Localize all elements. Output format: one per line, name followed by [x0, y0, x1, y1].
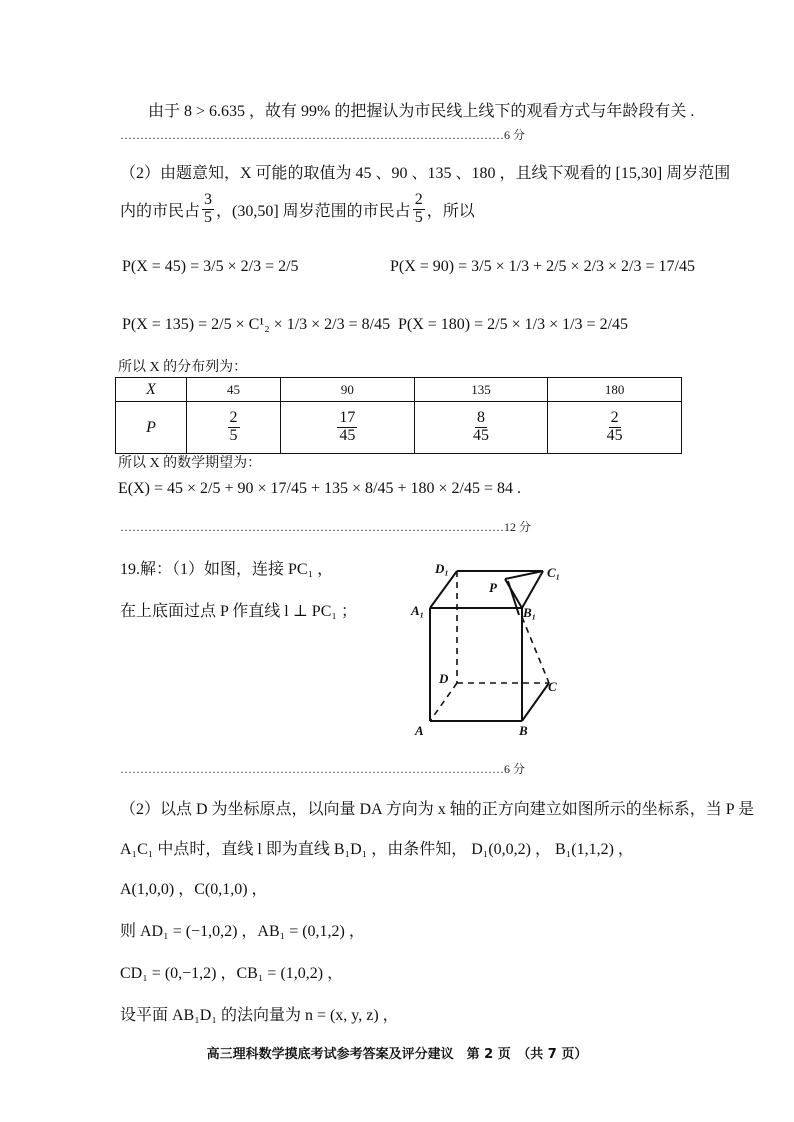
label-p: P: [489, 580, 497, 595]
label-c1: C₁: [547, 565, 561, 580]
table-header-p: P: [116, 402, 187, 454]
table-cell: $\frac{2}{45}$: [548, 402, 682, 454]
edge-a1d1: [430, 571, 457, 608]
q19-vectors2: CD₁ = (0,−1,2) ，CB₁ = (1,0,2) ，: [120, 965, 344, 982]
part2-intro: （2）由题意知，X 可能的取值为 45 、90 、135 、180 ，且线下观看的 [15,30] 周岁范围: [120, 165, 731, 182]
score-line-6: ……………………………………………………………………………………6 分: [120, 128, 526, 142]
prob-90: P(X = 90) = 3/5 × 1/3 + 2/5 × 2/3 × 2/3 = 17/45: [390, 258, 695, 275]
edge-c-dashed: [522, 617, 549, 683]
label-d1: D₁: [435, 561, 449, 576]
label-c: C: [548, 679, 557, 694]
table-cell: 45: [187, 378, 281, 402]
q19-normal: 设平面 AB₁D₁ 的法向量为 n = (x, y, z) ，: [120, 1007, 399, 1024]
prob-180: P(X = 180) = 2/5 × 1/3 × 1/3 = 2/45: [398, 316, 629, 333]
table-cell: 180: [548, 378, 682, 402]
table-cell: $\frac{17}{45}$: [281, 402, 415, 454]
segment-pc1: [505, 571, 543, 579]
fraction-two-fifths: $\frac{2}{5}$: [414, 191, 423, 226]
q19-points: A(1,0,0) ，C(0,1,0) ，: [120, 881, 268, 898]
edge-bc: [522, 683, 549, 721]
table-cell: $\frac{2}{5}$: [187, 402, 281, 454]
edge-da-hidden: [430, 683, 457, 721]
distribution-table: [115, 377, 682, 454]
label-b1: B₁: [523, 605, 537, 620]
q19-vectors1: 则 AD₁ = (−1,0,2) ，AB₁ = (0,1,2) ，: [120, 923, 365, 940]
dist-label: 所以 X 的分布列为：: [118, 360, 248, 375]
line-l: [508, 581, 519, 615]
prism-figure: [405, 555, 595, 745]
table-header-x: X: [116, 378, 187, 402]
edge-b1c1: [522, 571, 543, 608]
table-cell: $\frac{8}{45}$: [414, 402, 548, 454]
q19-part2-cond: A₁C₁ 中点时，直线 l 即为直线 B₁D₁ ，由条件知， D₁(0,0,2) ， B₁(1,1,2) ，: [120, 841, 634, 858]
conclusion-line: 由于 8 > 6.635 ，故有 99% 的把握认为市民线上线下的观看方式与年龄段有关 .: [148, 103, 695, 120]
label-d: D: [439, 671, 449, 686]
segment-pb1: [505, 579, 522, 608]
prob-45: P(X = 45) = 3/5 × 2/3 = 2/5: [122, 258, 299, 275]
q19-step1: 19.解：（1）如图，连接 PC₁ ，: [120, 561, 334, 578]
table-cell: 90: [281, 378, 415, 402]
label-a: A: [415, 723, 424, 738]
exp-label: 所以 X 的数学期望为：: [118, 456, 262, 471]
score-line-12: ……………………………………………………………………………………12 分: [120, 520, 532, 534]
table-row: [116, 402, 682, 454]
table-row: [116, 378, 682, 402]
page-footer: 高三理科数学摸底考试参考答案及评分建议 第 2 页 （共 7 页）: [206, 1047, 588, 1062]
score-line-6b: ……………………………………………………………………………………6 分: [120, 762, 526, 776]
q19-part2-intro: （2）以点 D 为坐标原点，以向量 DA 方向为 x 轴的正方向建立如图所示的坐标系，当 P 是: [120, 801, 755, 818]
part2-intro-cont: 内的市民占 $\frac{3}{5}$ ，(30,50] 周岁范围的市民占 $\frac{2}{5}$ ，所以: [120, 191, 475, 226]
table-cell: 135: [414, 378, 548, 402]
expectation-formula: E(X) = 45 × 2/5 + 90 × 17/45 + 135 × 8/45 + 180 × 2/45 = 84 .: [118, 480, 521, 497]
fraction-three-fifths: $\frac{3}{5}$: [204, 191, 213, 226]
label-a1: A₁: [411, 603, 425, 618]
q19-step2: 在上底面过点 P 作直线 l ⊥ PC₁ ；: [120, 603, 357, 620]
label-b: B: [519, 723, 528, 738]
prob-135: P(X = 135) = 2/5 × C¹₂ × 1/3 × 2/3 = 8/45: [122, 316, 391, 333]
